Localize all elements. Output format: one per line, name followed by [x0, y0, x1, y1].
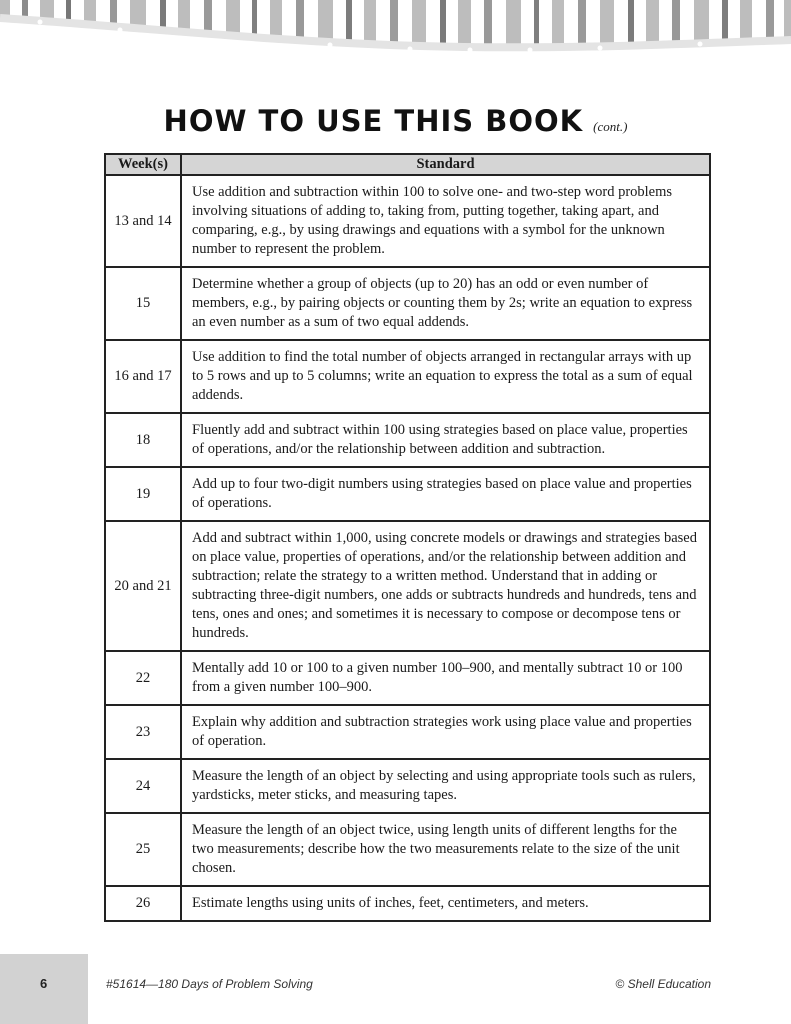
page-title-cont: (cont.) — [593, 119, 628, 134]
standard-cell: Use addition and subtraction within 100 to solve one- and two-step word problems involving situations of adding to, taking from, putting together, taking apart, and comparing, e.g., by using drawings and equations with a symbol for the unknown number to represent the problem. — [181, 175, 710, 267]
page-title-text: HOW TO USE THIS BOOK — [163, 104, 584, 138]
table-row — [105, 340, 710, 413]
standard-column-header: Standard — [181, 154, 710, 175]
page-title — [0, 104, 791, 138]
footer-book-title: #51614—180 Days of Problem Solving — [106, 977, 313, 991]
week-column-header: Week(s) — [105, 154, 181, 175]
standard-cell: Measure the length of an object twice, using length units of different lengths for the two measurements; describe how the two measurements relate to the size of the unit chosen. — [181, 813, 710, 886]
week-cell: 26 — [105, 886, 181, 921]
table-row — [105, 175, 710, 267]
table-row — [105, 705, 710, 759]
table-header-row — [105, 154, 710, 175]
table-row — [105, 267, 710, 340]
week-cell: 16 and 17 — [105, 340, 181, 413]
standard-cell: Explain why addition and subtraction strategies work using place value and properties of operation. — [181, 705, 710, 759]
standard-cell: Measure the length of an object by selecting and using appropriate tools such as rulers, yardsticks, meter sticks, and measuring tapes. — [181, 759, 710, 813]
standards-table — [104, 153, 711, 922]
standard-cell: Add and subtract within 1,000, using concrete models or drawings and strategies based on place value, properties of operations, and/or the relationship between addition and subtraction; relate the strategy to a written method. Understand that in adding or subtracting three-digit numbers, one adds or subtracts hundreds and hundreds, tens and tens, ones and ones; and sometimes it is necessary to compose or decompose tens or hundreds. — [181, 521, 710, 651]
week-cell: 18 — [105, 413, 181, 467]
table-row — [105, 813, 710, 886]
week-cell: 19 — [105, 467, 181, 521]
table-row — [105, 413, 710, 467]
standard-cell: Fluently add and subtract within 100 using strategies based on place value, properties of operations, and/or the relationship between addition and subtraction. — [181, 413, 710, 467]
footer-publisher: © Shell Education — [615, 977, 711, 991]
week-cell: 13 and 14 — [105, 175, 181, 267]
week-cell: 24 — [105, 759, 181, 813]
standard-cell: Use addition to find the total number of objects arranged in rectangular arrays with up to 5 rows and up to 5 columns; write an equation to express the total as a sum of equal addends. — [181, 340, 710, 413]
standard-cell: Estimate lengths using units of inches, feet, centimeters, and meters. — [181, 886, 710, 921]
page-number: 6 — [40, 976, 48, 991]
table-row — [105, 521, 710, 651]
week-cell: 15 — [105, 267, 181, 340]
standard-cell: Determine whether a group of objects (up to 20) has an odd or even number of members, e.g., by pairing objects or counting them by 2s; write an equation to express an even number as a sum of two equal addends. — [181, 267, 710, 340]
table-row — [105, 886, 710, 921]
week-cell: 23 — [105, 705, 181, 759]
standard-cell: Add up to four two-digit numbers using strategies based on place value and properties of operations. — [181, 467, 710, 521]
table-row — [105, 759, 710, 813]
week-cell: 25 — [105, 813, 181, 886]
week-cell: 22 — [105, 651, 181, 705]
week-cell: 20 and 21 — [105, 521, 181, 651]
table-row — [105, 467, 710, 521]
table-row — [105, 651, 710, 705]
standard-cell: Mentally add 10 or 100 to a given number 100–900, and mentally subtract 10 or 100 from a given number 100–900. — [181, 651, 710, 705]
decorative-header-band — [0, 0, 791, 70]
